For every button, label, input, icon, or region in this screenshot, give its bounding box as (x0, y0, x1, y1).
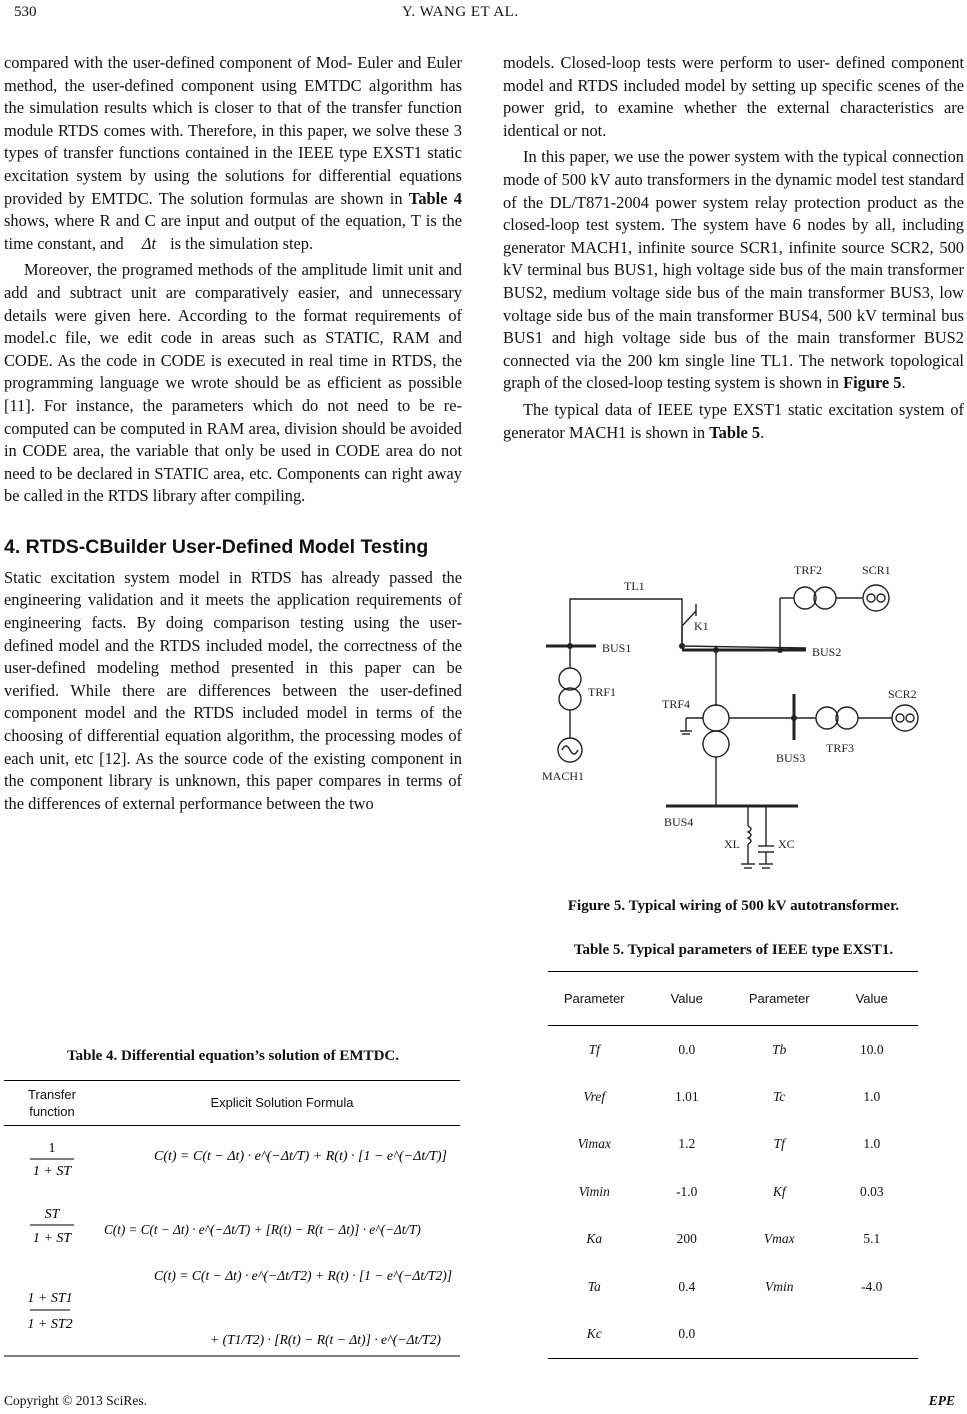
param-symbol: Kf (772, 1183, 786, 1199)
label-bus1: BUS1 (602, 641, 632, 655)
paragraph: Moreover, the programed methods of the amplitude limit unit and add and subtract unit are comparatively easier, and unnecessary details were given here. According to the format requirements of model.c file, we edit code in areas such as STATIC, RAM and CODE. As the code in CODE is executed in real time in RTDS, the programming language we wrote should be as efficient as possible [11]. For instance, the parameters which do not need to be re-computed can be computed in RAM area, division should be avoided in CODE area, the variable that only be used in CODE area do not need to be declared in STATIC area, etc. Components can right away be called in the RTDS library after compiling. (4, 260, 462, 506)
param-value: 5.1 (863, 1231, 881, 1247)
table-ref: Table 5 (709, 422, 761, 442)
param-value: -4.0 (861, 1278, 883, 1294)
table5 (548, 971, 918, 1359)
solution-formula: C(t) = C(t − Δt) · e^(−Δt/T) + [R(t) − R(t − Δt)] · e^(−Δt/T) (104, 1222, 421, 1237)
section-heading: 4. RTDS-CBuilder User-Defined Model Testing (4, 535, 429, 558)
table5-header: Parameter (563, 991, 625, 1006)
param-symbol: Vref (583, 1088, 606, 1104)
table4 (4, 1080, 460, 1358)
paragraph-text: shows, where R and C are input and output of the equation, T is the time constant, and (4, 211, 462, 253)
table-row (548, 1311, 918, 1359)
label-bus3: BUS3 (776, 751, 806, 765)
left-column (4, 52, 462, 819)
delta-t-symbol: Δt (141, 233, 157, 253)
param-value: 0.0 (678, 1041, 696, 1057)
tf-numerator: 1 (48, 1141, 56, 1156)
table-row (30, 1141, 447, 1179)
label-trf3: TRF3 (826, 741, 855, 755)
label-trf4: TRF4 (662, 697, 691, 711)
param-value: 0.0 (678, 1326, 696, 1341)
table-row (548, 1121, 918, 1169)
paragraph: The typical data of IEEE type EXST1 static excitation system of generator MACH1 is shown in Table 5. (503, 399, 964, 442)
table-row (548, 1263, 918, 1311)
solution-formula-continued: + (T1/T2) · [R(t) − R(t − Δt)] · e^(−Δt/T2) (210, 1332, 441, 1347)
paragraph: In this paper, we use the power system with the typical connection mode of 500 kV auto transformers in the dynamic model test standard of the DL/T871-2004 power system relay protection product as the closed-loop test system. The system have 6 nodes by all, including generator MACH1, infinite source SCR1, infinite source SCR2, 500 kV terminal bus BUS1, high voltage side bus of the main transformer BUS2, medium voltage side bus of the main transformer BUS3, low voltage side bus of the main transformer BUS4, 500 kV terminal bus BUS1 and high voltage side bus of the main transformer BUS2 connected via the 200 km single line TL1. The network topological graph of the closed-loop testing system is shown in Figure 5. (503, 147, 964, 393)
table5-caption: Table 5. Typical parameters of IEEE type EXST1. (573, 942, 894, 958)
label-scr1: SCR1 (862, 563, 891, 577)
label-k1: K1 (694, 619, 709, 633)
footer-journal: EPE (928, 1393, 955, 1408)
label-xc: XC (778, 837, 795, 851)
tf-numerator: ST (44, 1207, 60, 1222)
table-ref: Table 4 (408, 188, 462, 208)
param-value: -1.0 (676, 1183, 698, 1199)
table-row (548, 1216, 918, 1264)
param-value: 200 (676, 1231, 697, 1247)
param-symbol: Kc (586, 1326, 602, 1341)
figure5-caption: Figure 5. Typical wiring of 500 kV autotransformer. (567, 898, 900, 914)
param-symbol: Tf (773, 1136, 785, 1152)
param-symbol: Vimax (577, 1136, 611, 1152)
param-symbol: Vimin (578, 1183, 610, 1199)
param-symbol: Vmax (763, 1231, 795, 1247)
table4-caption: Table 4. Differential equation’s solution of EMTDC. (67, 1048, 399, 1064)
table4-header-row (4, 1080, 460, 1126)
paragraph: Static excitation system model in RTDS has already passed the engineering validation and it meets the application requirements of engineering facts. By doing comparison testing using the user-defined model and the RTDS included model, the correctness of the user-defined modeling method presented in this paper can be verified. While there are differences between the user-defined component model and the RTDS included model in terms of the choosing of differential equation algorithm, the processing modes of each unit, etc [12]. As the source code of the existing component in the component library is unknown, this paper compares in terms of the differences of external performance between the two (4, 567, 462, 813)
figure-ref: Figure 5 (843, 373, 902, 393)
table-row (548, 1168, 918, 1216)
param-value: 1.0 (863, 1136, 881, 1152)
param-symbol: Ta (587, 1278, 601, 1294)
param-symbol: Tb (772, 1041, 787, 1057)
label-bus4: BUS4 (664, 815, 694, 829)
param-value: 1.01 (674, 1088, 699, 1104)
footer-copyright: Copyright © 2013 SciRes. (4, 1393, 148, 1408)
table4-header: Transfer function (28, 1087, 76, 1119)
paragraph-text: compared with the user-defined component of Mod- Euler and Euler method, the user-defined component using EMTDC algorithm has the simulation results which is closer to that of the transfer function module RTDS comes with. Therefore, in this paper, we solve these 3 types of transfer functions contained in the IEEE type EXST1 static excitation system by using the solutions for differential equations provided by EMTDC. The solution formulas are shown in (4, 53, 462, 208)
table5-header: Value (855, 991, 888, 1006)
tf-denominator: 1 + ST (32, 1164, 72, 1179)
label-xl: XL (724, 837, 740, 851)
param-value: 10.0 (859, 1041, 884, 1057)
right-column (503, 52, 964, 448)
param-value: 1.2 (678, 1136, 696, 1152)
paragraph-text: In this paper, we use the power system with the typical connection mode of 500 kV auto transformers in the dynamic model test standard of the DL/T871-2004 power system relay protection product as the closed-loop test system. The system have 6 nodes by all, including generator MACH1, infinite source SCR1, infinite source SCR2, 500 kV terminal bus BUS1, high voltage side bus of the main transformer BUS2, medium voltage side bus of the main transformer BUS3, low voltage side bus of the main transformer BUS4, 500 kV terminal bus BUS1 and high voltage side bus of the main transformer BUS2 connected via the 200 km single line TL1. The network topological graph of the closed-loop testing system is shown in (503, 147, 964, 393)
running-header-authors: Y. WANG ET AL. (402, 4, 519, 20)
table5-header-row (548, 972, 918, 1026)
param-symbol: Ka (586, 1231, 603, 1247)
paragraph-text: The typical data of IEEE type EXST1 static excitation system of generator MACH1 is shown in (503, 399, 964, 442)
param-value: 1.0 (863, 1088, 881, 1104)
label-trf2: TRF2 (794, 563, 823, 577)
param-value: 0.03 (859, 1183, 884, 1199)
table5-header: Value (670, 991, 703, 1006)
param-symbol (733, 1311, 826, 1359)
label-tl1: TL1 (624, 579, 645, 593)
param-symbol: Tf (588, 1041, 600, 1057)
page-number: 530 (14, 4, 37, 20)
label-scr2: SCR2 (888, 687, 917, 701)
table-row (30, 1207, 421, 1246)
label-trf1: TRF1 (588, 685, 617, 699)
tf-numerator: 1 + ST1 (27, 1291, 73, 1306)
solution-formula: C(t) = C(t − Δt) · e^(−Δt/T) + R(t) · [1 − e^(−Δt/T)] (154, 1149, 448, 1164)
table-row (548, 1073, 918, 1121)
table-row (27, 1268, 452, 1348)
table4-body (4, 1126, 460, 1358)
label-mach1: MACH1 (542, 769, 585, 783)
param-value: 0.4 (678, 1278, 696, 1294)
tf-denominator: 1 + ST (32, 1231, 72, 1246)
table5-header: Parameter (748, 991, 810, 1006)
paragraph (4, 52, 462, 255)
figure5-diagram (536, 556, 930, 882)
tf-denominator: 1 + ST2 (27, 1317, 73, 1332)
table4-header: Explicit Solution Formula (210, 1095, 354, 1110)
solution-formula: C(t) = C(t − Δt) · e^(−Δt/T2) + R(t) · [1 − e^(−Δt/T2)] (154, 1268, 453, 1283)
param-value (826, 1311, 919, 1359)
label-bus2: BUS2 (812, 645, 842, 659)
paragraph-text: is the simulation step. (170, 233, 314, 253)
param-symbol: Vmin (765, 1278, 794, 1294)
paragraph: models. Closed-loop tests were perform to user- defined component model and RTDS included model by setting up specific scenes of the power grid, to examine whether the external characteristics are identical or not. (503, 53, 964, 140)
param-symbol: Tc (773, 1088, 786, 1104)
table-row (548, 1026, 918, 1074)
